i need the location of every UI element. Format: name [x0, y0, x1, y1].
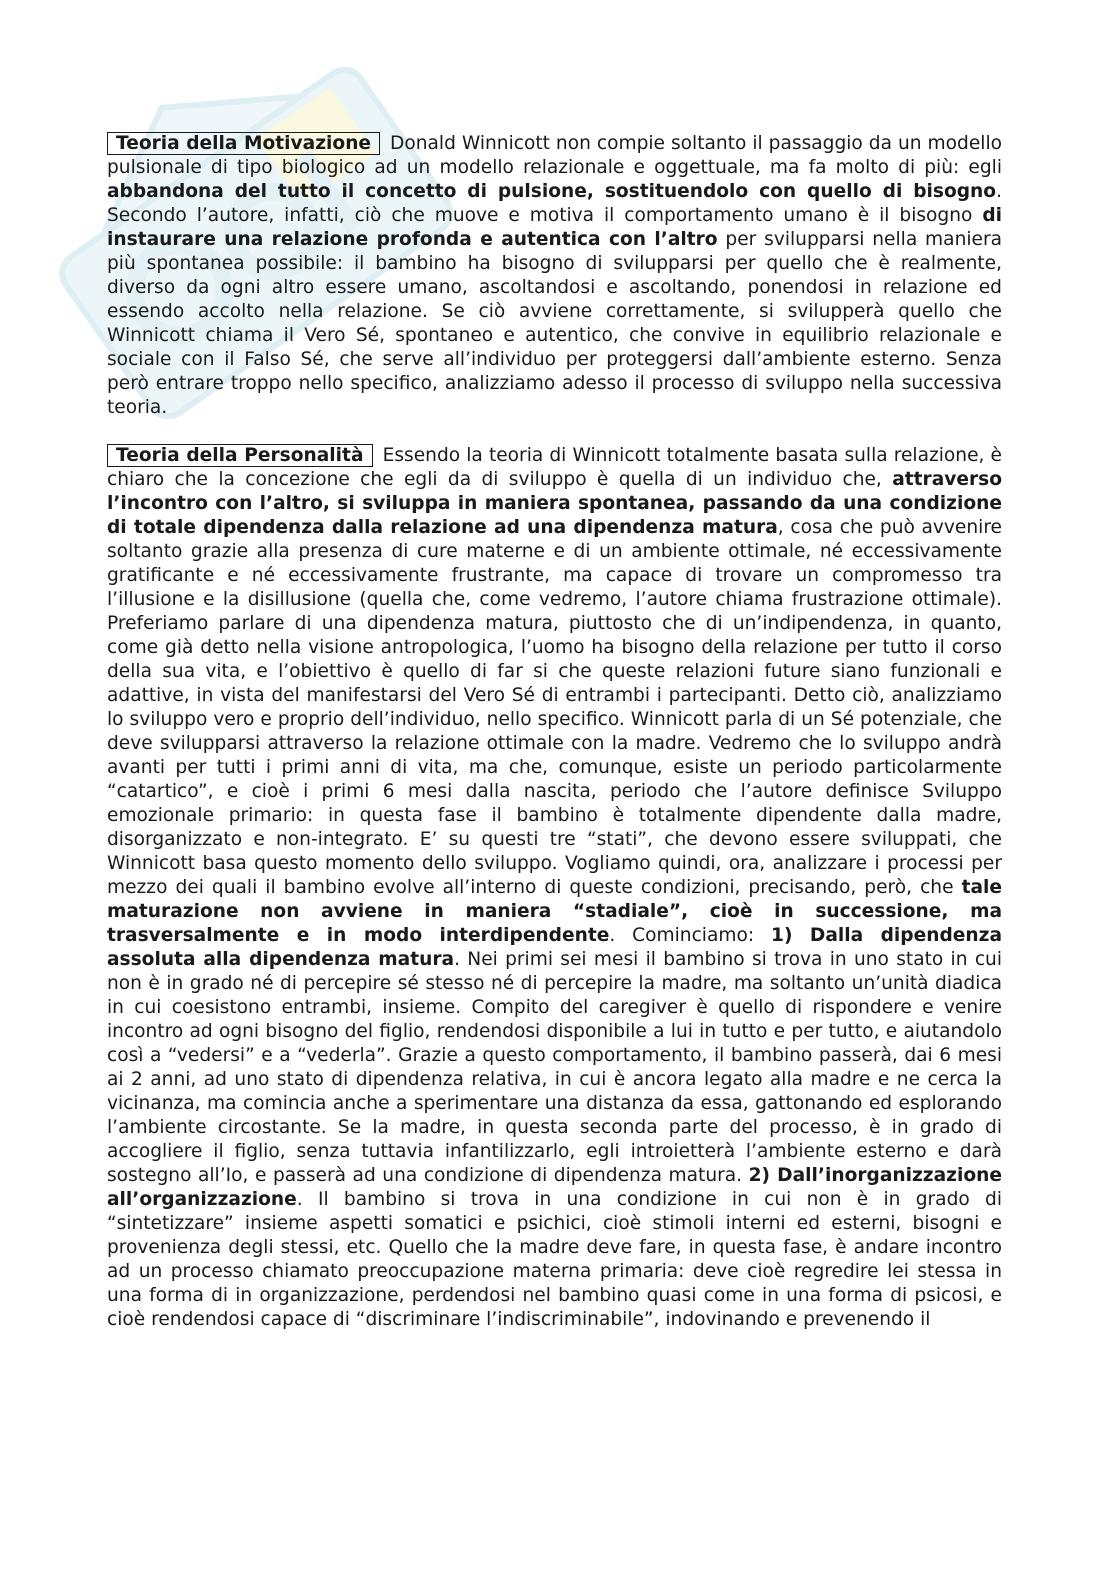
paragraph-motivazione [107, 132, 1002, 420]
text-segment: Essendo la teoria di Winnicott totalmente basata sulla relazione, è chiaro che la concezione che egli da di sviluppo è quella di un individuo che, [107, 445, 1002, 490]
bold-segment: 2) Dall’inorganizzazione all’organizzazione [107, 1165, 1002, 1210]
text-segment: Donald Winnicott non compie soltanto il passaggio da un modello pulsionale di tipo biologico ad un modello relazionale e oggettuale, ma fa molto di più: egli [107, 133, 1002, 178]
text-segment: . Il bambino si trova in una condizione in cui non è in grado di “sintetizzare” insieme aspetti somatici e psichici, cioè stimoli interni ed esterni, bisogni e provenienza degli stessi, etc. Quello che la madre deve fare, in questa fase, è andare incontro ad un processo chiamato preoccupazione materna primaria: deve cioè regredire lei stessa in una forma di in organizzazione, perdendosi nel bambino quasi come in una forma di psicosi, e cioè rendendosi capace di “discriminare l’indiscriminabile”, indovinando e prevenendo il [107, 1189, 1002, 1330]
bold-segment: tale maturazione non avviene in maniera “stadiale”, cioè in successione, ma trasversalmente e in modo interdipendente [107, 877, 1002, 946]
text-segment: . Secondo l’autore, infatti, ciò che muove e motiva il comportamento umano è il bisogno [107, 181, 1002, 226]
section-heading-motivazione: Teoria della Motivazione [107, 132, 380, 155]
text-segment: . Cominciamo: [609, 925, 771, 946]
paragraph-personalita [107, 444, 1002, 1332]
bold-segment: di instaurare una relazione profonda e autentica con l’altro [107, 205, 1002, 250]
text-segment: per svilupparsi nella maniera più spontanea possibile: il bambino ha bisogno di svilupparsi per quello che è realmente, diverso da ogni altro essere umano, ascoltandosi e ascoltando, ponendosi in relazione ed essendo accolto nella relazione. Se ciò avviene correttamente, si svilupperà quello che Winnicott chiama il Vero Sé, spontaneo e autentico, che convive in equilibrio relazionale e sociale con il Falso Sé, che serve all’individuo per proteggersi dall’ambiente esterno. Senza però entrare troppo nello specifico, analizziamo adesso il processo di sviluppo nella successiva teoria. [107, 229, 1002, 418]
bold-segment: abbandona del tutto il concetto di pulsione, sostituendolo con quello di bisogno [107, 181, 997, 202]
bold-segment: 1) Dalla dipendenza assoluta alla dipendenza matura [107, 925, 1002, 970]
bold-segment: attraverso l’incontro con l’altro, si sviluppa in maniera spontanea, passando da una condizione di totale dipendenza dalla relazione ad una dipendenza matura [107, 469, 1002, 538]
section-heading-personalita: Teoria della Personalità [107, 444, 373, 467]
text-segment: . Nei primi sei mesi il bambino si trova in uno stato in cui non è in grado né di percepire sé stesso né di percepire la madre, ma soltanto un’unità diadica in cui coesistono entrambi, insieme. Compito del caregiver è quello di rispondere e venire incontro ad ogni bisogno del figlio, rendendosi disponibile a lui in tutto e per tutto, e aiutandolo così a “vedersi” e a “vederla”. Grazie a questo comportamento, il bambino passerà, dai 6 mesi ai 2 anni, ad uno stato di dipendenza relativa, in cui è ancora legato alla madre e ne cerca la vicinanza, ma comincia anche a sperimentare una distanza da essa, gattonando ed esplorando l’ambiente circostante. Se la madre, in questa seconda parte del processo, è in grado di accogliere il figlio, senza tuttavia infantilizzarlo, egli introietterà l’ambiente esterno e darà sostegno all’Io, e passerà ad una condizione di dipendenza matura. [107, 949, 1002, 1186]
text-segment: , cosa che può avvenire soltanto grazie alla presenza di cure materne e di un ambiente ottimale, né eccessivamente gratificante e né eccessivamente frustrante, ma capace di trovare un compromesso tra l’illusione e la disillusione (quella che, come vedremo, l’autore chiama frustrazione ottimale). Preferiamo parlare di una dipendenza matura, piuttosto che di un’indipendenza, in quanto, come già detto nella visione antropologica, l’uomo ha bisogno della relazione per tutto il corso della sua vita, e l’obiettivo è quello di far si che queste relazioni future siano funzionali e adattive, in vista del manifestarsi del Vero Sé di entrambi i partecipanti. Detto ciò, analizziamo lo sviluppo vero e proprio dell’individuo, nello specifico. Winnicott parla di un Sé potenziale, che deve svilupparsi attraverso la relazione ottimale con la madre. Vedremo che lo sviluppo andrà avanti per tutti i primi anni di vita, ma che, comunque, esiste un periodo particolarmente “catartico”, e cioè i primi 6 mesi dalla nascita, periodo che l’autore definisce Sviluppo emozionale primario: in questa fase il bambino è totalmente dipendente dalla madre, disorganizzato e non-integrato. E’ su questi tre “stati”, che devono essere sviluppati, che Winnicott basa questo momento dello sviluppo. Vogliamo quindi, ora, analizzare i processi per mezzo dei quali il bambino evolve all’interno di queste condizioni, precisando, però, che [107, 517, 1002, 898]
document-body [107, 132, 1002, 1332]
